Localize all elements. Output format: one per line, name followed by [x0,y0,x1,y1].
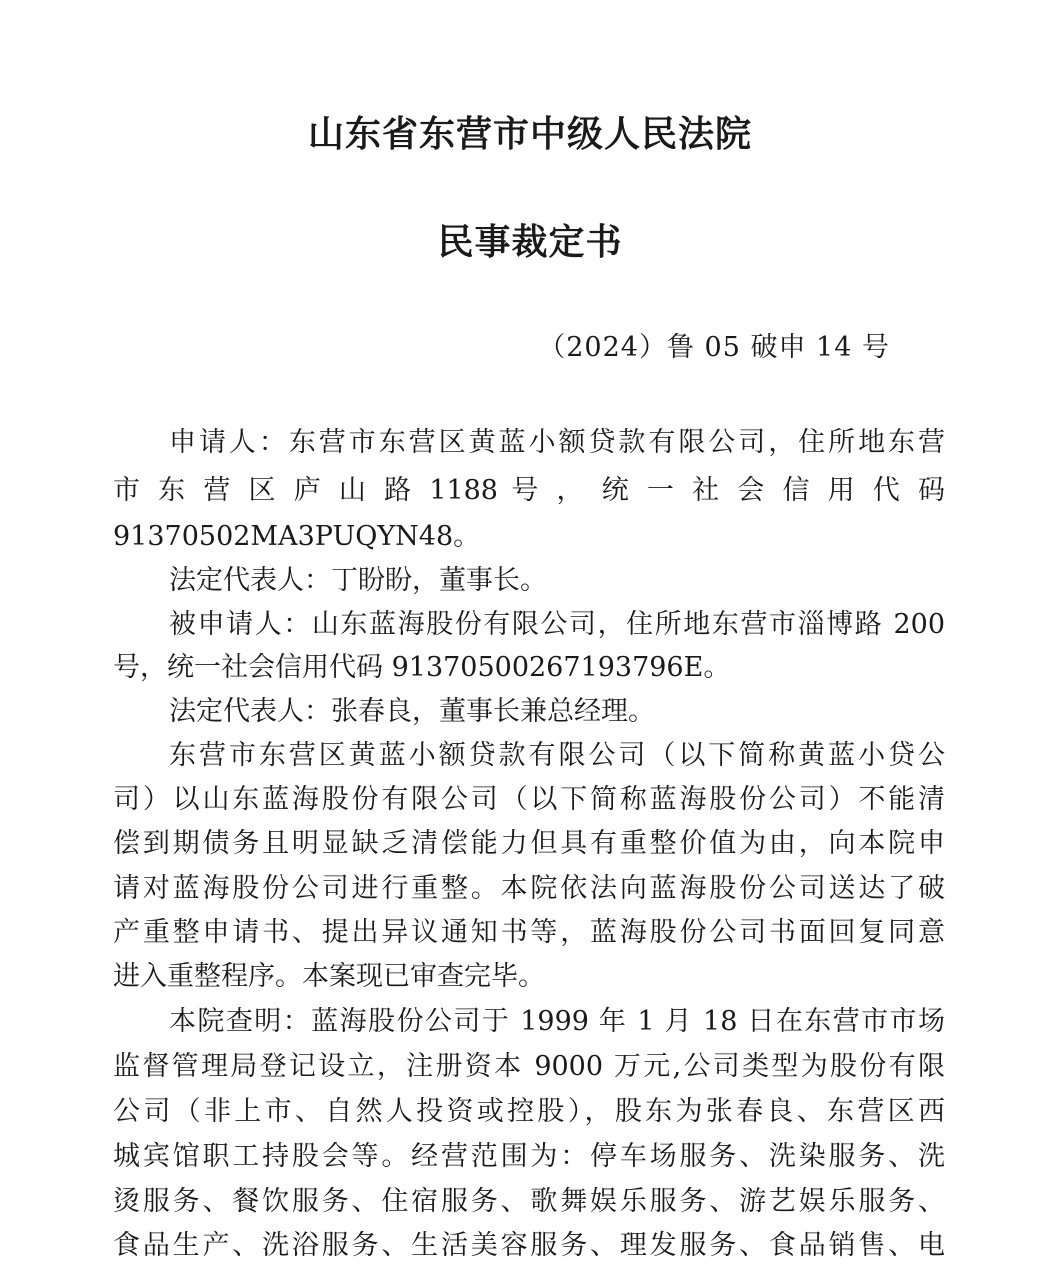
text-line: 请对蓝海股份公司进行重整。本院依法向蓝海股份公司送达了破 [113,873,945,904]
text-line: 司）以山东蓝海股份有限公司（以下简称蓝海股份公司）不能清 [113,784,945,815]
text-line: 市 东 营 区 庐 山 路 1188 号 ， 统 一 社 会 信 用 代 码 [113,475,945,506]
text-line: 城宾馆职工持股会等。经营范围为：停车场服务、洗染服务、洗 [113,1141,945,1172]
case-number: （2024）鲁 05 破申 14 号 [538,332,890,363]
text-line: 偿到期债务且明显缺乏清偿能力但具有重整价值为由，向本院申 [113,828,945,859]
text-line: 监督管理局登记设立，注册资本 9000 万元,公司类型为股份有限 [113,1051,945,1082]
text-line: 法定代表人：丁盼盼，董事长。 [169,565,547,596]
text-line: 号，统一社会信用代码 91370500267193796E。 [113,652,731,683]
text-line: 被申请人：山东蓝海股份有限公司，住所地东营市淄博路 200 [169,609,945,640]
text-line: 烫服务、餐饮服务、住宿服务、歌舞娱乐服务、游艺娱乐服务、 [113,1186,945,1217]
text-line: 东营市东营区黄蓝小额贷款有限公司（以下简称黄蓝小贷公 [169,740,945,771]
text-line: 食品生产、洗浴服务、生活美容服务、理发服务、食品销售、电 [113,1230,945,1261]
court-name: 山东省东营市中级人民法院 [307,113,752,155]
text-line: 进入重整程序。本案现已审查完毕。 [113,961,545,992]
text-line: 公司（非上市、自然人投资或控股），股东为张春良、东营区西 [113,1096,945,1127]
text-line: 本院查明：蓝海股份公司于 1999 年 1 月 18 日在东营市市场 [169,1006,945,1037]
document-title: 民事裁定书 [437,221,623,263]
text-line: 申请人：东营市东营区黄蓝小额贷款有限公司，住所地东营 [169,427,945,458]
text-line: 法定代表人：张春良，董事长兼总经理。 [169,696,655,727]
text-line: 91370502MA3PUQYN48。 [113,521,481,552]
text-line: 产重整申请书、提出异议通知书等，蓝海股份公司书面回复同意 [113,917,945,948]
